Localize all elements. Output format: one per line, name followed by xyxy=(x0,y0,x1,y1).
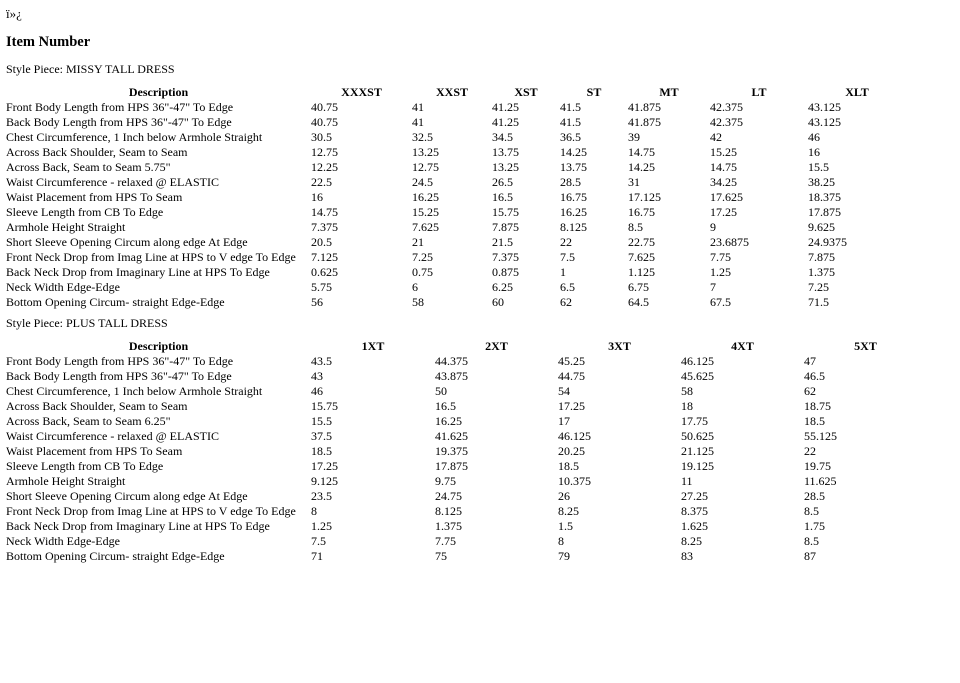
measurement-value: 8.25 xyxy=(681,534,702,548)
measurement-value: 41.5 xyxy=(560,115,581,129)
measurement-description: Front Body Length from HPS 36"-47" To Edge xyxy=(6,100,234,114)
table-row xyxy=(6,130,906,145)
column-header-size: 5XT xyxy=(854,339,877,353)
measurement-value: 17 xyxy=(558,414,570,428)
measurement-value: 1.625 xyxy=(681,519,708,533)
spec-table-plus xyxy=(6,339,927,564)
measurement-value: 75 xyxy=(435,549,447,563)
measurement-value: 45.25 xyxy=(558,354,585,368)
measurement-value: 44.75 xyxy=(558,369,585,383)
measurement-value: 8.5 xyxy=(804,504,819,518)
measurement-description: Waist Circumference - relaxed @ ELASTIC xyxy=(6,429,220,443)
measurement-description: Bottom Opening Circum- straight Edge-Edge xyxy=(6,549,225,563)
measurement-value: 42.375 xyxy=(710,115,743,129)
measurement-value: 41 xyxy=(412,100,424,114)
table-header-row xyxy=(6,85,906,100)
table-row xyxy=(6,519,927,534)
column-header-size: ST xyxy=(586,85,602,99)
measurement-value: 7.25 xyxy=(808,280,829,294)
measurement-value: 16.75 xyxy=(560,190,587,204)
measurement-value: 22 xyxy=(560,235,572,249)
measurement-value: 58 xyxy=(681,384,693,398)
measurement-value: 79 xyxy=(558,549,570,563)
measurement-value: 42 xyxy=(710,130,722,144)
measurement-value: 6.5 xyxy=(560,280,575,294)
measurement-value: 43 xyxy=(311,369,323,383)
table-row xyxy=(6,534,927,549)
measurement-value: 7.875 xyxy=(492,220,519,234)
measurement-value: 6.25 xyxy=(492,280,513,294)
column-header-size: 4XT xyxy=(731,339,754,353)
measurement-value: 31 xyxy=(628,175,640,189)
measurement-value: 1.75 xyxy=(804,519,825,533)
measurement-value: 0.75 xyxy=(412,265,433,279)
table-row xyxy=(6,399,927,414)
measurement-value: 18.5 xyxy=(311,444,332,458)
measurement-value: 20.5 xyxy=(311,235,332,249)
measurement-value: 55.125 xyxy=(804,429,837,443)
measurement-value: 8.25 xyxy=(558,504,579,518)
measurement-value: 7.5 xyxy=(311,534,326,548)
measurement-description: Across Back Shoulder, Seam to Seam xyxy=(6,145,188,159)
measurement-value: 14.25 xyxy=(560,145,587,159)
measurement-value: 1.25 xyxy=(311,519,332,533)
measurement-value: 18.5 xyxy=(804,414,825,428)
measurement-value: 16.25 xyxy=(412,190,439,204)
measurement-value: 44.375 xyxy=(435,354,468,368)
measurement-value: 0.625 xyxy=(311,265,338,279)
style-piece-label-plus: Style Piece: PLUS TALL DRESS xyxy=(6,316,168,330)
measurement-value: 18.75 xyxy=(804,399,831,413)
measurement-value: 24.5 xyxy=(412,175,433,189)
measurement-value: 19.125 xyxy=(681,459,714,473)
measurement-value: 17.125 xyxy=(628,190,661,204)
measurement-value: 12.75 xyxy=(412,160,439,174)
measurement-value: 12.75 xyxy=(311,145,338,159)
measurement-value: 24.75 xyxy=(435,489,462,503)
measurement-value: 11.625 xyxy=(804,474,837,488)
measurement-description: Back Neck Drop from Imaginary Line at HPS To Edge xyxy=(6,519,270,533)
measurement-description: Armhole Height Straight xyxy=(6,220,126,234)
measurement-description: Back Body Length from HPS 36"-47" To Edge xyxy=(6,115,232,129)
table-row xyxy=(6,190,906,205)
measurement-value: 15.25 xyxy=(412,205,439,219)
measurement-description: Sleeve Length from CB To Edge xyxy=(6,205,164,219)
measurement-value: 7.375 xyxy=(311,220,338,234)
measurement-value: 71 xyxy=(311,549,323,563)
measurement-value: 15.5 xyxy=(311,414,332,428)
measurement-value: 22 xyxy=(804,444,816,458)
measurement-value: 7.5 xyxy=(560,250,575,264)
measurement-value: 43.875 xyxy=(435,369,468,383)
measurement-value: 18.5 xyxy=(558,459,579,473)
table-row xyxy=(6,444,927,459)
measurement-value: 41.25 xyxy=(492,100,519,114)
table-row xyxy=(6,384,927,399)
measurement-value: 23.5 xyxy=(311,489,332,503)
measurement-value: 17.75 xyxy=(681,414,708,428)
column-header-description: Description xyxy=(128,85,189,99)
measurement-description: Sleeve Length from CB To Edge xyxy=(6,459,164,473)
measurement-value: 46.125 xyxy=(681,354,714,368)
measurement-value: 50 xyxy=(435,384,447,398)
measurement-value: 9 xyxy=(710,220,716,234)
measurement-description: Back Neck Drop from Imaginary Line at HPS To Edge xyxy=(6,265,270,279)
measurement-value: 54 xyxy=(558,384,570,398)
measurement-value: 1.25 xyxy=(710,265,731,279)
measurement-value: 32.5 xyxy=(412,130,433,144)
table-row xyxy=(6,474,927,489)
measurement-value: 13.25 xyxy=(412,145,439,159)
measurement-description: Back Body Length from HPS 36"-47" To Edge xyxy=(6,369,232,383)
measurement-value: 16 xyxy=(808,145,820,159)
measurement-value: 8 xyxy=(311,504,317,518)
measurement-value: 8.5 xyxy=(628,220,643,234)
measurement-value: 14.75 xyxy=(710,160,737,174)
measurement-value: 7.625 xyxy=(628,250,655,264)
measurement-value: 17.25 xyxy=(558,399,585,413)
measurement-value: 50.625 xyxy=(681,429,714,443)
measurement-value: 20.25 xyxy=(558,444,585,458)
measurement-value: 7.25 xyxy=(412,250,433,264)
measurement-value: 15.75 xyxy=(492,205,519,219)
table-row xyxy=(6,160,906,175)
measurement-value: 8.125 xyxy=(560,220,587,234)
measurement-value: 7.75 xyxy=(710,250,731,264)
measurement-value: 22.75 xyxy=(628,235,655,249)
table-row xyxy=(6,100,906,115)
measurement-value: 26.5 xyxy=(492,175,513,189)
measurement-description: Waist Circumference - relaxed @ ELASTIC xyxy=(6,175,220,189)
measurement-value: 87 xyxy=(804,549,816,563)
column-header-size: 3XT xyxy=(608,339,631,353)
measurement-value: 7.125 xyxy=(311,250,338,264)
table-row xyxy=(6,115,906,130)
measurement-description: Short Sleeve Opening Circum along edge At Edge xyxy=(6,235,248,249)
measurement-value: 43.5 xyxy=(311,354,332,368)
measurement-description: Chest Circumference, 1 Inch below Armhole Straight xyxy=(6,384,263,398)
measurement-value: 41.625 xyxy=(435,429,468,443)
measurement-value: 46 xyxy=(808,130,820,144)
encoding-artifact-text: ï»¿ xyxy=(6,6,22,21)
measurement-value: 19.75 xyxy=(804,459,831,473)
table-row xyxy=(6,235,906,250)
measurement-value: 13.75 xyxy=(492,145,519,159)
page-title: Item Number xyxy=(6,34,91,50)
column-header-size: XLT xyxy=(845,85,869,99)
column-header-size: XXST xyxy=(435,85,468,99)
measurement-value: 62 xyxy=(560,295,572,309)
measurement-value: 13.25 xyxy=(492,160,519,174)
measurement-value: 41.25 xyxy=(492,115,519,129)
measurement-value: 56 xyxy=(311,295,323,309)
measurement-value: 16.25 xyxy=(435,414,462,428)
measurement-description: Across Back, Seam to Seam 5.75" xyxy=(6,160,171,174)
measurement-value: 40.75 xyxy=(311,115,338,129)
measurement-value: 43.125 xyxy=(808,100,841,114)
measurement-value: 15.5 xyxy=(808,160,829,174)
table-row xyxy=(6,220,906,235)
measurement-value: 6 xyxy=(412,280,418,294)
measurement-value: 46.125 xyxy=(558,429,591,443)
table-row xyxy=(6,265,906,280)
measurement-value: 1.5 xyxy=(558,519,573,533)
measurement-value: 41.875 xyxy=(628,115,661,129)
measurement-value: 17.625 xyxy=(710,190,743,204)
measurement-description: Armhole Height Straight xyxy=(6,474,126,488)
measurement-value: 21 xyxy=(412,235,424,249)
measurement-value: 39 xyxy=(628,130,640,144)
measurement-value: 58 xyxy=(412,295,424,309)
measurement-value: 13.75 xyxy=(560,160,587,174)
measurement-description: Bottom Opening Circum- straight Edge-Edge xyxy=(6,295,225,309)
measurement-value: 22.5 xyxy=(311,175,332,189)
measurement-description: Front Neck Drop from Imag Line at HPS to V edge To Edge xyxy=(6,504,296,518)
table-row xyxy=(6,459,927,474)
measurement-description: Front Body Length from HPS 36"-47" To Edge xyxy=(6,354,234,368)
table-row xyxy=(6,250,906,265)
measurement-value: 1.375 xyxy=(435,519,462,533)
measurement-value: 21.5 xyxy=(492,235,513,249)
table-row xyxy=(6,145,906,160)
measurement-value: 1.375 xyxy=(808,265,835,279)
measurement-value: 62 xyxy=(804,384,816,398)
measurement-value: 60 xyxy=(492,295,504,309)
column-header-size: LT xyxy=(751,85,767,99)
measurement-description: Neck Width Edge-Edge xyxy=(6,280,120,294)
table-header-row xyxy=(6,339,927,354)
measurement-description: Across Back, Seam to Seam 6.25" xyxy=(6,414,171,428)
measurement-value: 19.375 xyxy=(435,444,468,458)
column-header-size: XXXST xyxy=(341,85,382,99)
measurement-value: 15.75 xyxy=(311,399,338,413)
measurement-value: 16.75 xyxy=(628,205,655,219)
column-header-size: 1XT xyxy=(361,339,385,353)
measurement-value: 41 xyxy=(412,115,424,129)
column-header-size: MT xyxy=(659,85,679,99)
measurement-value: 37.5 xyxy=(311,429,332,443)
table-row xyxy=(6,369,927,384)
table-row xyxy=(6,489,927,504)
measurement-value: 28.5 xyxy=(804,489,825,503)
measurement-description: Neck Width Edge-Edge xyxy=(6,534,120,548)
measurement-value: 30.5 xyxy=(311,130,332,144)
measurement-value: 7.875 xyxy=(808,250,835,264)
measurement-value: 9.625 xyxy=(808,220,835,234)
measurement-value: 14.25 xyxy=(628,160,655,174)
measurement-value: 28.5 xyxy=(560,175,581,189)
measurement-value: 34.25 xyxy=(710,175,737,189)
measurement-value: 12.25 xyxy=(311,160,338,174)
measurement-value: 23.6875 xyxy=(710,235,749,249)
measurement-value: 71.5 xyxy=(808,295,829,309)
measurement-value: 9.75 xyxy=(435,474,456,488)
measurement-value: 18.375 xyxy=(808,190,841,204)
measurement-value: 16 xyxy=(311,190,323,204)
table-row xyxy=(6,280,906,295)
measurement-value: 18 xyxy=(681,399,693,413)
measurement-description: Chest Circumference, 1 Inch below Armhole Straight xyxy=(6,130,263,144)
measurement-value: 7.625 xyxy=(412,220,439,234)
measurement-description: Front Neck Drop from Imag Line at HPS to V edge To Edge xyxy=(6,250,296,264)
measurement-value: 14.75 xyxy=(628,145,655,159)
measurement-description: Waist Placement from HPS To Seam xyxy=(6,444,183,458)
spec-table-missy xyxy=(6,85,906,310)
measurement-value: 7.375 xyxy=(492,250,519,264)
column-header-size: 2XT xyxy=(485,339,508,353)
measurement-description: Waist Placement from HPS To Seam xyxy=(6,190,183,204)
measurement-value: 83 xyxy=(681,549,693,563)
measurement-description: Short Sleeve Opening Circum along edge At Edge xyxy=(6,489,248,503)
style-piece-label-missy: Style Piece: MISSY TALL DRESS xyxy=(6,62,175,76)
table-row xyxy=(6,429,927,444)
measurement-value: 16.5 xyxy=(492,190,513,204)
measurement-value: 21.125 xyxy=(681,444,714,458)
measurement-value: 47 xyxy=(804,354,816,368)
measurement-description: Across Back Shoulder, Seam to Seam xyxy=(6,399,188,413)
measurement-value: 36.5 xyxy=(560,130,581,144)
column-header-size: XST xyxy=(514,85,538,99)
measurement-value: 67.5 xyxy=(710,295,731,309)
measurement-value: 10.375 xyxy=(558,474,591,488)
measurement-value: 46.5 xyxy=(804,369,825,383)
measurement-value: 7 xyxy=(710,280,716,294)
measurement-value: 42.375 xyxy=(710,100,743,114)
table-row xyxy=(6,175,906,190)
table-row xyxy=(6,295,906,310)
measurement-value: 6.75 xyxy=(628,280,649,294)
measurement-value: 41.5 xyxy=(560,100,581,114)
table-row xyxy=(6,504,927,519)
measurement-value: 17.875 xyxy=(435,459,468,473)
measurement-value: 45.625 xyxy=(681,369,714,383)
measurement-value: 15.25 xyxy=(710,145,737,159)
table-row xyxy=(6,414,927,429)
measurement-value: 16.5 xyxy=(435,399,456,413)
measurement-value: 17.25 xyxy=(710,205,737,219)
measurement-value: 26 xyxy=(558,489,570,503)
table-row xyxy=(6,354,927,369)
measurement-value: 27.25 xyxy=(681,489,708,503)
table-row xyxy=(6,205,906,220)
measurement-value: 17.875 xyxy=(808,205,841,219)
measurement-value: 7.75 xyxy=(435,534,456,548)
table-row xyxy=(6,549,927,564)
measurement-value: 8 xyxy=(558,534,564,548)
measurement-value: 8.5 xyxy=(804,534,819,548)
measurement-value: 8.375 xyxy=(681,504,708,518)
column-header-description: Description xyxy=(128,339,189,353)
measurement-value: 17.25 xyxy=(311,459,338,473)
measurement-value: 24.9375 xyxy=(808,235,847,249)
measurement-value: 41.875 xyxy=(628,100,661,114)
measurement-value: 8.125 xyxy=(435,504,462,518)
measurement-value: 64.5 xyxy=(628,295,649,309)
measurement-value: 46 xyxy=(311,384,323,398)
measurement-value: 14.75 xyxy=(311,205,338,219)
measurement-value: 38.25 xyxy=(808,175,835,189)
measurement-value: 11 xyxy=(681,474,693,488)
measurement-value: 40.75 xyxy=(311,100,338,114)
measurement-value: 5.75 xyxy=(311,280,332,294)
measurement-value: 16.25 xyxy=(560,205,587,219)
measurement-value: 0.875 xyxy=(492,265,519,279)
measurement-value: 43.125 xyxy=(808,115,841,129)
measurement-value: 9.125 xyxy=(311,474,338,488)
measurement-value: 1 xyxy=(560,265,566,279)
measurement-value: 34.5 xyxy=(492,130,513,144)
measurement-value: 1.125 xyxy=(628,265,655,279)
